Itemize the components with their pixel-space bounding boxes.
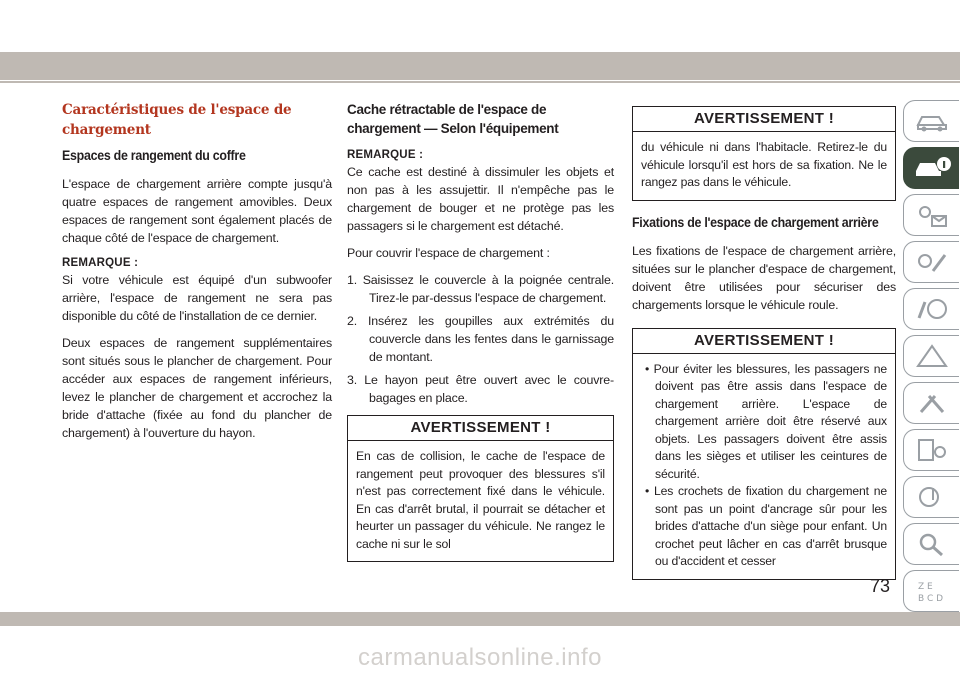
wrench-icon[interactable]: [903, 288, 959, 330]
warning-box: [632, 106, 896, 201]
dashboard-lights-icon[interactable]: [903, 194, 959, 236]
steps-list: [347, 271, 614, 407]
column-3: [632, 106, 896, 592]
heading-cargo-cover: Cache rétractable de l'espace de chargement — Selon l'équipement: [347, 102, 559, 136]
warning-text: [633, 354, 895, 579]
list-item: • Les crochets de fixation du chargement ne sont pas un point d'ancrage sûr pour les brides d'attache d'un siège pour enfant. Un crochet peut lâcher en cas d'arrêt brusque ou d'accident et cesser: [645, 484, 887, 568]
list-item: 1. Saisissez le couvercle à la poignée centrale. Tirez-le par-dessus l'espace de chargement.: [347, 273, 614, 305]
tools-icon[interactable]: [903, 382, 959, 424]
section-title: Caractéristiques de l'espace de chargement: [62, 102, 292, 138]
car-warning-icon[interactable]: [903, 100, 959, 142]
airbag-steering-icon[interactable]: [903, 241, 959, 283]
note-text: Si votre véhicule est équipé d'un subwoofer arrière, l'espace de rangement ne sera pas disponible du côté de l'installation de ce dernier.: [62, 273, 332, 323]
car-info-icon[interactable]: [903, 147, 959, 189]
warning-title: AVERTISSEMENT !: [348, 416, 613, 441]
paragraph: Les fixations de l'espace de chargement arrière, situées sur le plancher d'espace de chargement, doivent être utilisées pour sécuriser des chargements lorsque le véhicule roule.: [632, 243, 896, 312]
warning-title: AVERTISSEMENT !: [633, 329, 895, 354]
warning-box: [632, 328, 896, 580]
svg-text:B C D: B C D: [917, 594, 943, 604]
footer-band: [0, 612, 960, 626]
paragraph: L'espace de chargement arrière compte jusqu'à quatre espaces de rangement amovibles. Deux espaces de rangement sont également placés de chaque côté de l'espace de chargement.: [62, 177, 332, 245]
music-icon[interactable]: [903, 476, 959, 518]
heading-storage: Espaces de rangement du coffre: [62, 148, 246, 163]
warning-triangle-icon[interactable]: [903, 335, 959, 377]
list-item: 3. Le hayon peut être ouvert avec le couvre-bagages en place.: [347, 373, 614, 405]
header-band: [0, 52, 960, 80]
watermark: carmanualsonline.info: [358, 644, 602, 671]
intro-text: Pour couvrir l'espace de chargement :: [347, 246, 550, 260]
column-1: [62, 100, 332, 451]
paragraph: Deux espaces de rangement supplémentaires sont situés sous le plancher de chargement. Pour accéder aux espaces de rangement inférieurs, levez le plancher de chargement et accrochez la bride d'attache (fixée au fond du plancher de chargement) à l'ouverture du hayon.: [62, 336, 332, 440]
warning-title: AVERTISSEMENT !: [633, 107, 895, 132]
warning-text: du véhicule ni dans l'habitacle. Retirez-le du véhicule lorsqu'il est hors de sa fixation. Ne le rangez pas dans le véhicule.: [641, 140, 887, 189]
chapter-tabs: [900, 100, 960, 617]
list-item: 2. Insérez les goupilles aux extrémités du couvercle dans les fentes dans le garnissage de montant.: [347, 314, 614, 364]
note-label: REMARQUE :: [347, 149, 424, 161]
svg-text:Z E: Z E: [917, 582, 933, 592]
magnifier-icon[interactable]: [903, 523, 959, 565]
note-label: REMARQUE :: [62, 257, 139, 269]
warning-box: [347, 415, 614, 562]
alphabet-index-icon[interactable]: [903, 570, 959, 612]
note-text: Ce cache est destiné à dissimuler les objets et non pas à les assujettir. Il n'empêche pas le chargement de bouger et ne protège pas les passagers si le chargement est détaché.: [347, 165, 614, 233]
list-item: • Pour éviter les blessures, les passagers ne doivent pas être assis dans l'espace de chargement arrière. L'espace de chargement arrière doit être réservé aux objets. Les passagers doivent être assis dans les sièges et utiliser les ceintures de sécurité.: [645, 361, 888, 481]
specs-gear-icon[interactable]: [903, 429, 959, 471]
page-number: 73: [870, 576, 891, 596]
warning-text: En cas de collision, le cache de l'espace de rangement peut provoquer des blessures s'il n'est pas correctement fixé dans le véhicule. En cas d'arrêt brutal, il pourrait se détacher et heurter un passager du véhicule. Ne rangez le cache ni sur le sol: [356, 449, 605, 551]
heading-tie-downs: Fixations de l'espace de chargement arrière: [632, 214, 879, 230]
column-2: [347, 100, 614, 574]
